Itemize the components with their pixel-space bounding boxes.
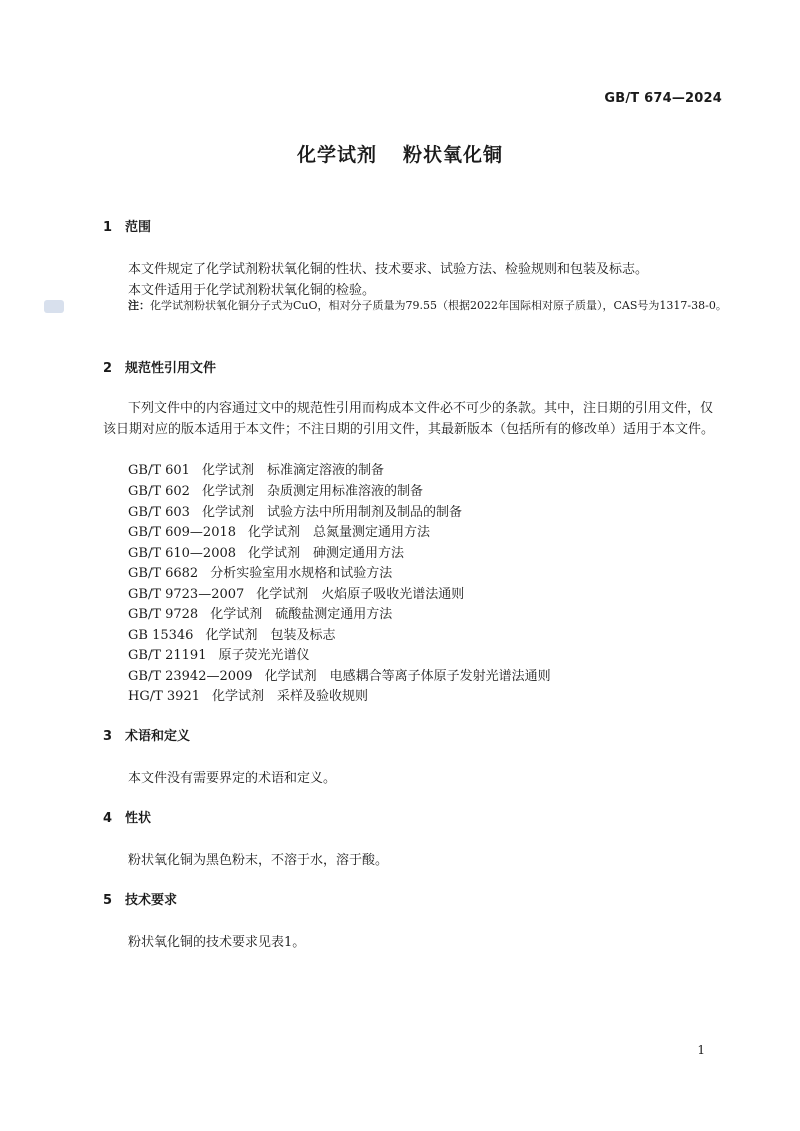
reference-code: GB/T 609—2018 xyxy=(128,525,237,540)
section-1-paragraph-1: 本文件规定了化学试剂粉状氧化铜的性状、技术要求、试验方法、检验规则和包装及标志。 xyxy=(128,262,649,277)
section-4-text: 粉状氧化铜为黑色粉末，不溶于水，溶于酸。 xyxy=(128,853,389,868)
reference-code: GB/T 9728 xyxy=(128,607,199,622)
note-label: 注： xyxy=(128,299,150,312)
section-3-heading xyxy=(103,725,190,744)
title-part-1: 化学试剂 xyxy=(296,144,377,166)
section-title: 术语和定义 xyxy=(125,729,191,744)
section-title: 性状 xyxy=(125,811,152,826)
page-title xyxy=(0,140,800,167)
section-title: 范围 xyxy=(125,220,152,235)
reference-item xyxy=(128,459,384,478)
reference-code: GB/T 21191 xyxy=(128,648,207,663)
reference-title: 化学试剂 硫酸盐测定通用方法 xyxy=(210,607,393,622)
watermark-stamp-icon xyxy=(44,300,64,313)
title-part-2: 粉状氧化铜 xyxy=(403,144,504,166)
reference-item xyxy=(128,480,423,499)
reference-title: 化学试剂 包装及标志 xyxy=(205,628,336,643)
reference-item xyxy=(128,583,464,602)
reference-item xyxy=(128,644,310,663)
reference-code: GB 15346 xyxy=(128,628,194,643)
reference-title: 化学试剂 采样及验收规则 xyxy=(212,689,369,704)
section-5-text: 粉状氧化铜的技术要求见表1。 xyxy=(128,935,306,950)
reference-item xyxy=(128,521,430,540)
reference-item xyxy=(128,685,368,704)
section-3-text: 本文件没有需要界定的术语和定义。 xyxy=(128,771,337,786)
reference-code: GB/T 601 xyxy=(128,463,190,478)
note-text: 化学试剂粉状氧化铜分子式为CuO，相对分子质量为79.55（根据2022年国际相对原子质量），CAS号为1317-38-0。 xyxy=(150,299,727,312)
reference-title: 化学试剂 总氮量测定通用方法 xyxy=(248,525,431,540)
section-number: 2 xyxy=(103,361,113,376)
reference-code: GB/T 23942—2009 xyxy=(128,669,253,684)
reference-item xyxy=(128,562,392,581)
reference-item xyxy=(128,542,404,561)
reference-item xyxy=(128,624,335,643)
reference-code: GB/T 9723—2007 xyxy=(128,587,245,602)
reference-title: 化学试剂 砷测定通用方法 xyxy=(248,546,405,561)
section-5-heading xyxy=(103,889,177,908)
section-number: 4 xyxy=(103,811,113,826)
standard-number: GB/T 674—2024 xyxy=(604,91,722,106)
reference-title: 化学试剂 标准滴定溶液的制备 xyxy=(201,463,384,478)
reference-title: 化学试剂 试验方法中所用制剂及制品的制备 xyxy=(201,505,462,520)
reference-code: GB/T 603 xyxy=(128,505,190,520)
reference-title: 原子荧光光谱仪 xyxy=(218,648,310,663)
reference-title: 分析实验室用水规格和试验方法 xyxy=(210,566,393,581)
section-2-heading xyxy=(103,357,216,376)
section-2-intro: 下列文件中的内容通过文中的规范性引用而构成本文件必不可少的条款。其中，注日期的引用文件，仅该日期对应的版本适用于本文件；不注日期的引用文件，其最新版本（包括所有的修改单）适用于本文件。 xyxy=(103,401,715,437)
reference-code: HG/T 3921 xyxy=(128,689,200,704)
reference-code: GB/T 610—2008 xyxy=(128,546,237,561)
reference-code: GB/T 602 xyxy=(128,484,190,499)
page-number: 1 xyxy=(697,1043,705,1057)
section-1-paragraph-2: 本文件适用于化学试剂粉状氧化铜的检验。 xyxy=(128,283,376,298)
reference-item xyxy=(128,603,392,622)
section-number: 3 xyxy=(103,729,113,744)
reference-item xyxy=(128,501,462,520)
reference-code: GB/T 6682 xyxy=(128,566,199,581)
section-4-heading xyxy=(103,807,151,826)
section-1-note xyxy=(128,297,728,315)
reference-title: 化学试剂 电感耦合等离子体原子发射光谱法通则 xyxy=(264,669,551,684)
reference-title: 化学试剂 杂质测定用标准溶液的制备 xyxy=(201,484,423,499)
reference-title: 化学试剂 火焰原子吸收光谱法通则 xyxy=(256,587,465,602)
section-title: 技术要求 xyxy=(125,893,178,908)
reference-item xyxy=(128,665,551,684)
section-number: 5 xyxy=(103,893,113,908)
section-number: 1 xyxy=(103,220,113,235)
section-1-heading xyxy=(103,216,151,235)
section-title: 规范性引用文件 xyxy=(125,361,217,376)
